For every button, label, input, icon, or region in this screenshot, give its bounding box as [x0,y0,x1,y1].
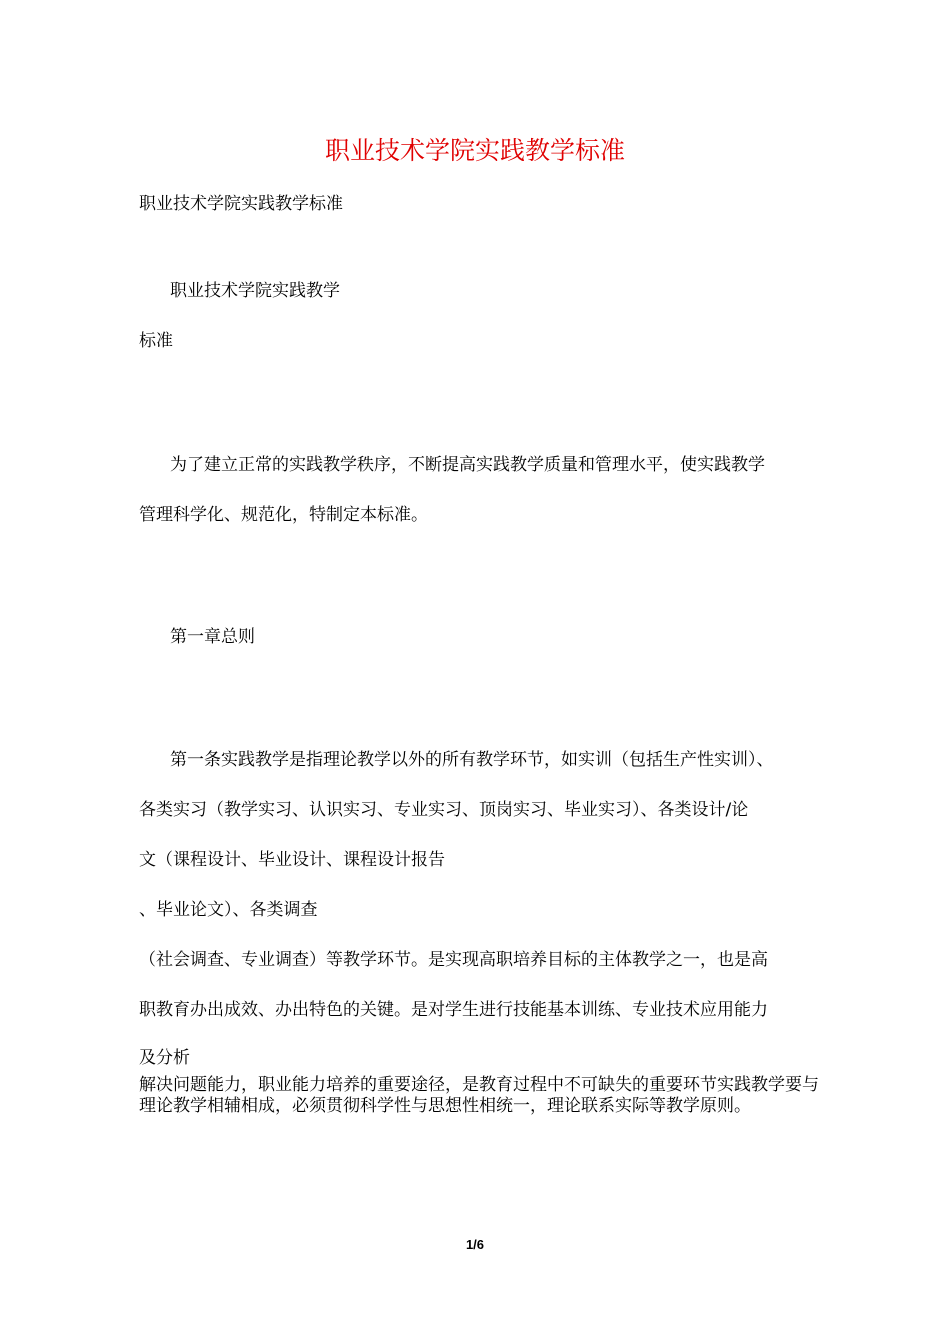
heading-line-1: 职业技术学院实践教学 [170,281,340,301]
page-number: 1/6 [465,1237,485,1252]
chapter-heading: 第一章总则 [170,627,255,647]
article-1-line-7: 及分析 [139,1048,190,1068]
document-subtitle: 职业技术学院实践教学标准 [139,194,343,214]
heading-line-2: 标准 [139,331,173,351]
document-title: 职业技术学院实践教学标准 [324,136,625,165]
article-1-line-4: 、毕业论文）、各类调查 [139,900,318,920]
article-1-line-3: 文（课程设计、毕业设计、课程设计报告 [139,850,445,870]
intro-line-2: 管理科学化、规范化，特制定本标准。 [139,505,428,525]
article-1-line-1: 第一条实践教学是指理论教学以外的所有教学环节，如实训（包括生产性实训）、 [170,750,774,770]
intro-line-1: 为了建立正常的实践教学秩序，不断提高实践教学质量和管理水平，使实践教学 [170,455,765,475]
article-1-line-5: （社会调查、专业调查）等教学环节。是实现高职培养目标的主体教学之一，也是高 [139,950,768,970]
article-1-line-6: 职教育办出成效、办出特色的关键。是对学生进行技能基本训练、专业技术应用能力 [139,1000,768,1020]
article-1-paragraph: 解决问题能力，职业能力培养的重要途径，是教育过程中不可缺失的重要环节实践教学要与理论教学相辅相成，必须贯彻科学性与思想性相统一，理论联系实际等教学原则。 [139,1075,819,1116]
article-1-line-2: 各类实习（教学实习、认识实习、专业实习、顶岗实习、毕业实习）、各类设计/论 [139,800,749,820]
